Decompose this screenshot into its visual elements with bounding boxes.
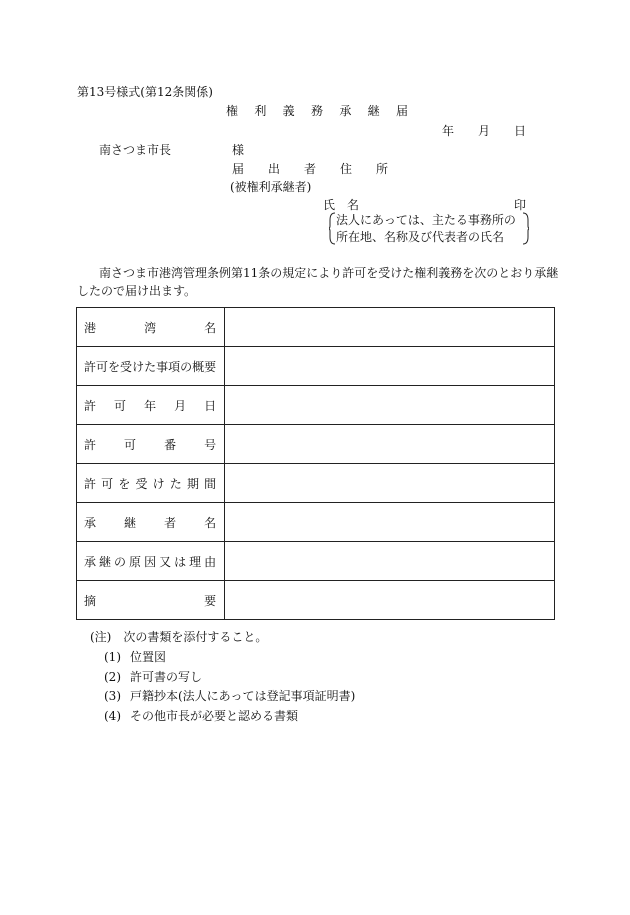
label-char: 期	[186, 476, 199, 491]
label-char: 名	[346, 198, 359, 212]
row-label	[77, 386, 225, 425]
label-char: 承	[84, 554, 97, 569]
label-char: 氏	[323, 198, 336, 212]
row-value[interactable]	[225, 425, 555, 464]
label-char: 年	[144, 398, 157, 413]
form-row	[77, 542, 555, 581]
note-number: (1)	[104, 650, 121, 664]
label-char: 許	[84, 398, 97, 413]
addressee: 南さつま市長	[99, 143, 172, 157]
label-char: 摘	[84, 593, 97, 608]
label-char: の	[180, 359, 193, 374]
label-char: 項	[168, 359, 181, 374]
row-label-text	[84, 436, 216, 453]
label-char: 住	[339, 162, 352, 176]
note-number: (3)	[104, 689, 121, 703]
row-label	[77, 464, 225, 503]
label-char: 港	[84, 320, 97, 335]
label-char: 要	[204, 593, 217, 608]
title-char: 利	[254, 104, 267, 118]
label-char: 由	[204, 554, 217, 569]
note-text: 許可書の写し	[130, 670, 203, 684]
label-char: 受	[120, 359, 133, 374]
corporate-note	[329, 212, 529, 245]
label-char: 届	[232, 162, 245, 176]
title-char: 義	[282, 104, 295, 118]
corp-note-line: 法人にあっては、主たる事務所の	[336, 213, 516, 227]
applicant-role: (被権利承継者)	[230, 180, 312, 194]
row-label-text	[84, 397, 216, 414]
label-char: 月	[174, 398, 187, 413]
label-char: 名	[204, 515, 217, 530]
date-month: 月	[477, 124, 490, 138]
row-value[interactable]	[225, 464, 555, 503]
notes-heading: (注) 次の書類を添付すること。	[90, 630, 268, 644]
label-char: た	[144, 359, 157, 374]
date-line	[442, 123, 526, 139]
label-char: 可	[96, 359, 109, 374]
label-char: 許	[84, 359, 97, 374]
label-char: 概	[192, 359, 205, 374]
row-label	[77, 425, 225, 464]
row-label-text	[84, 358, 216, 375]
form-row	[77, 308, 555, 347]
row-label-text	[84, 514, 216, 531]
row-label	[77, 581, 225, 620]
row-value[interactable]	[225, 308, 555, 347]
name-label	[323, 197, 359, 213]
date-day: 日	[513, 124, 526, 138]
applicant-address-label	[232, 161, 388, 177]
label-char: 名	[204, 320, 217, 335]
label-char: 可	[124, 437, 137, 452]
note-number: (2)	[104, 670, 121, 684]
form-row	[77, 386, 555, 425]
row-value[interactable]	[225, 581, 555, 620]
form-table	[76, 307, 555, 620]
row-value[interactable]	[225, 503, 555, 542]
label-char: の	[114, 554, 127, 569]
label-char: 可	[101, 476, 114, 491]
label-char: 番	[164, 437, 177, 452]
row-label-text	[84, 553, 216, 570]
row-value[interactable]	[225, 347, 555, 386]
label-char: 湾	[144, 320, 157, 335]
label-char: 者	[164, 515, 177, 530]
row-label-text	[84, 319, 216, 336]
row-label-text	[84, 592, 216, 609]
label-char: 可	[114, 398, 127, 413]
title-char: 届	[395, 104, 408, 118]
label-char: 間	[204, 476, 217, 491]
form-row	[77, 503, 555, 542]
label-char: け	[132, 359, 145, 374]
title-char: 承	[339, 104, 352, 118]
note-number: (4)	[104, 709, 121, 723]
date-year: 年	[442, 124, 455, 138]
row-value[interactable]	[225, 542, 555, 581]
label-char: 理	[189, 554, 202, 569]
label-char: た	[169, 476, 182, 491]
label-char: 事	[156, 359, 169, 374]
label-char: 出	[267, 162, 280, 176]
label-char: 号	[204, 437, 217, 452]
title-char: 務	[310, 104, 323, 118]
title-char: 権	[226, 104, 239, 118]
note-text: その他市長が必要と認める書類	[130, 709, 299, 723]
label-char: 又	[159, 554, 172, 569]
label-char: 継	[124, 515, 137, 530]
label-char: 承	[84, 515, 97, 530]
label-char: 因	[144, 554, 157, 569]
form-number: 第13号様式(第12条関係)	[77, 85, 213, 99]
body-text-line: 南さつま市港湾管理条例第11条の規定により許可を受けた権利義務を次のとおり承継	[99, 266, 559, 280]
row-label	[77, 542, 225, 581]
note-text: 戸籍抄本(法人にあっては登記事項証明書)	[130, 689, 356, 703]
row-label	[77, 347, 225, 386]
form-row	[77, 581, 555, 620]
label-char: 日	[204, 398, 217, 413]
seal-mark: 印	[514, 198, 527, 212]
label-char: 要	[204, 359, 217, 374]
form-row	[77, 464, 555, 503]
label-char: け	[152, 476, 165, 491]
form-row	[77, 425, 555, 464]
title-char: 継	[367, 104, 380, 118]
label-char: を	[118, 476, 131, 491]
corp-note-line: 所在地、名称及び代表者の氏名	[336, 230, 505, 244]
document-title	[226, 103, 408, 119]
label-char: 所	[375, 162, 388, 176]
honorific: 様	[232, 143, 245, 157]
row-label-text	[84, 475, 216, 492]
label-char: を	[108, 359, 121, 374]
body-text-line: したので届け出ます。	[77, 284, 197, 298]
row-label	[77, 308, 225, 347]
label-char: 継	[99, 554, 112, 569]
row-value[interactable]	[225, 386, 555, 425]
label-char: 許	[84, 437, 97, 452]
label-char: 受	[135, 476, 148, 491]
label-char: 許	[84, 476, 97, 491]
form-row	[77, 347, 555, 386]
label-char: は	[174, 554, 187, 569]
label-char: 原	[129, 554, 142, 569]
label-char: 者	[303, 162, 316, 176]
row-label	[77, 503, 225, 542]
note-text: 位置図	[130, 650, 167, 664]
